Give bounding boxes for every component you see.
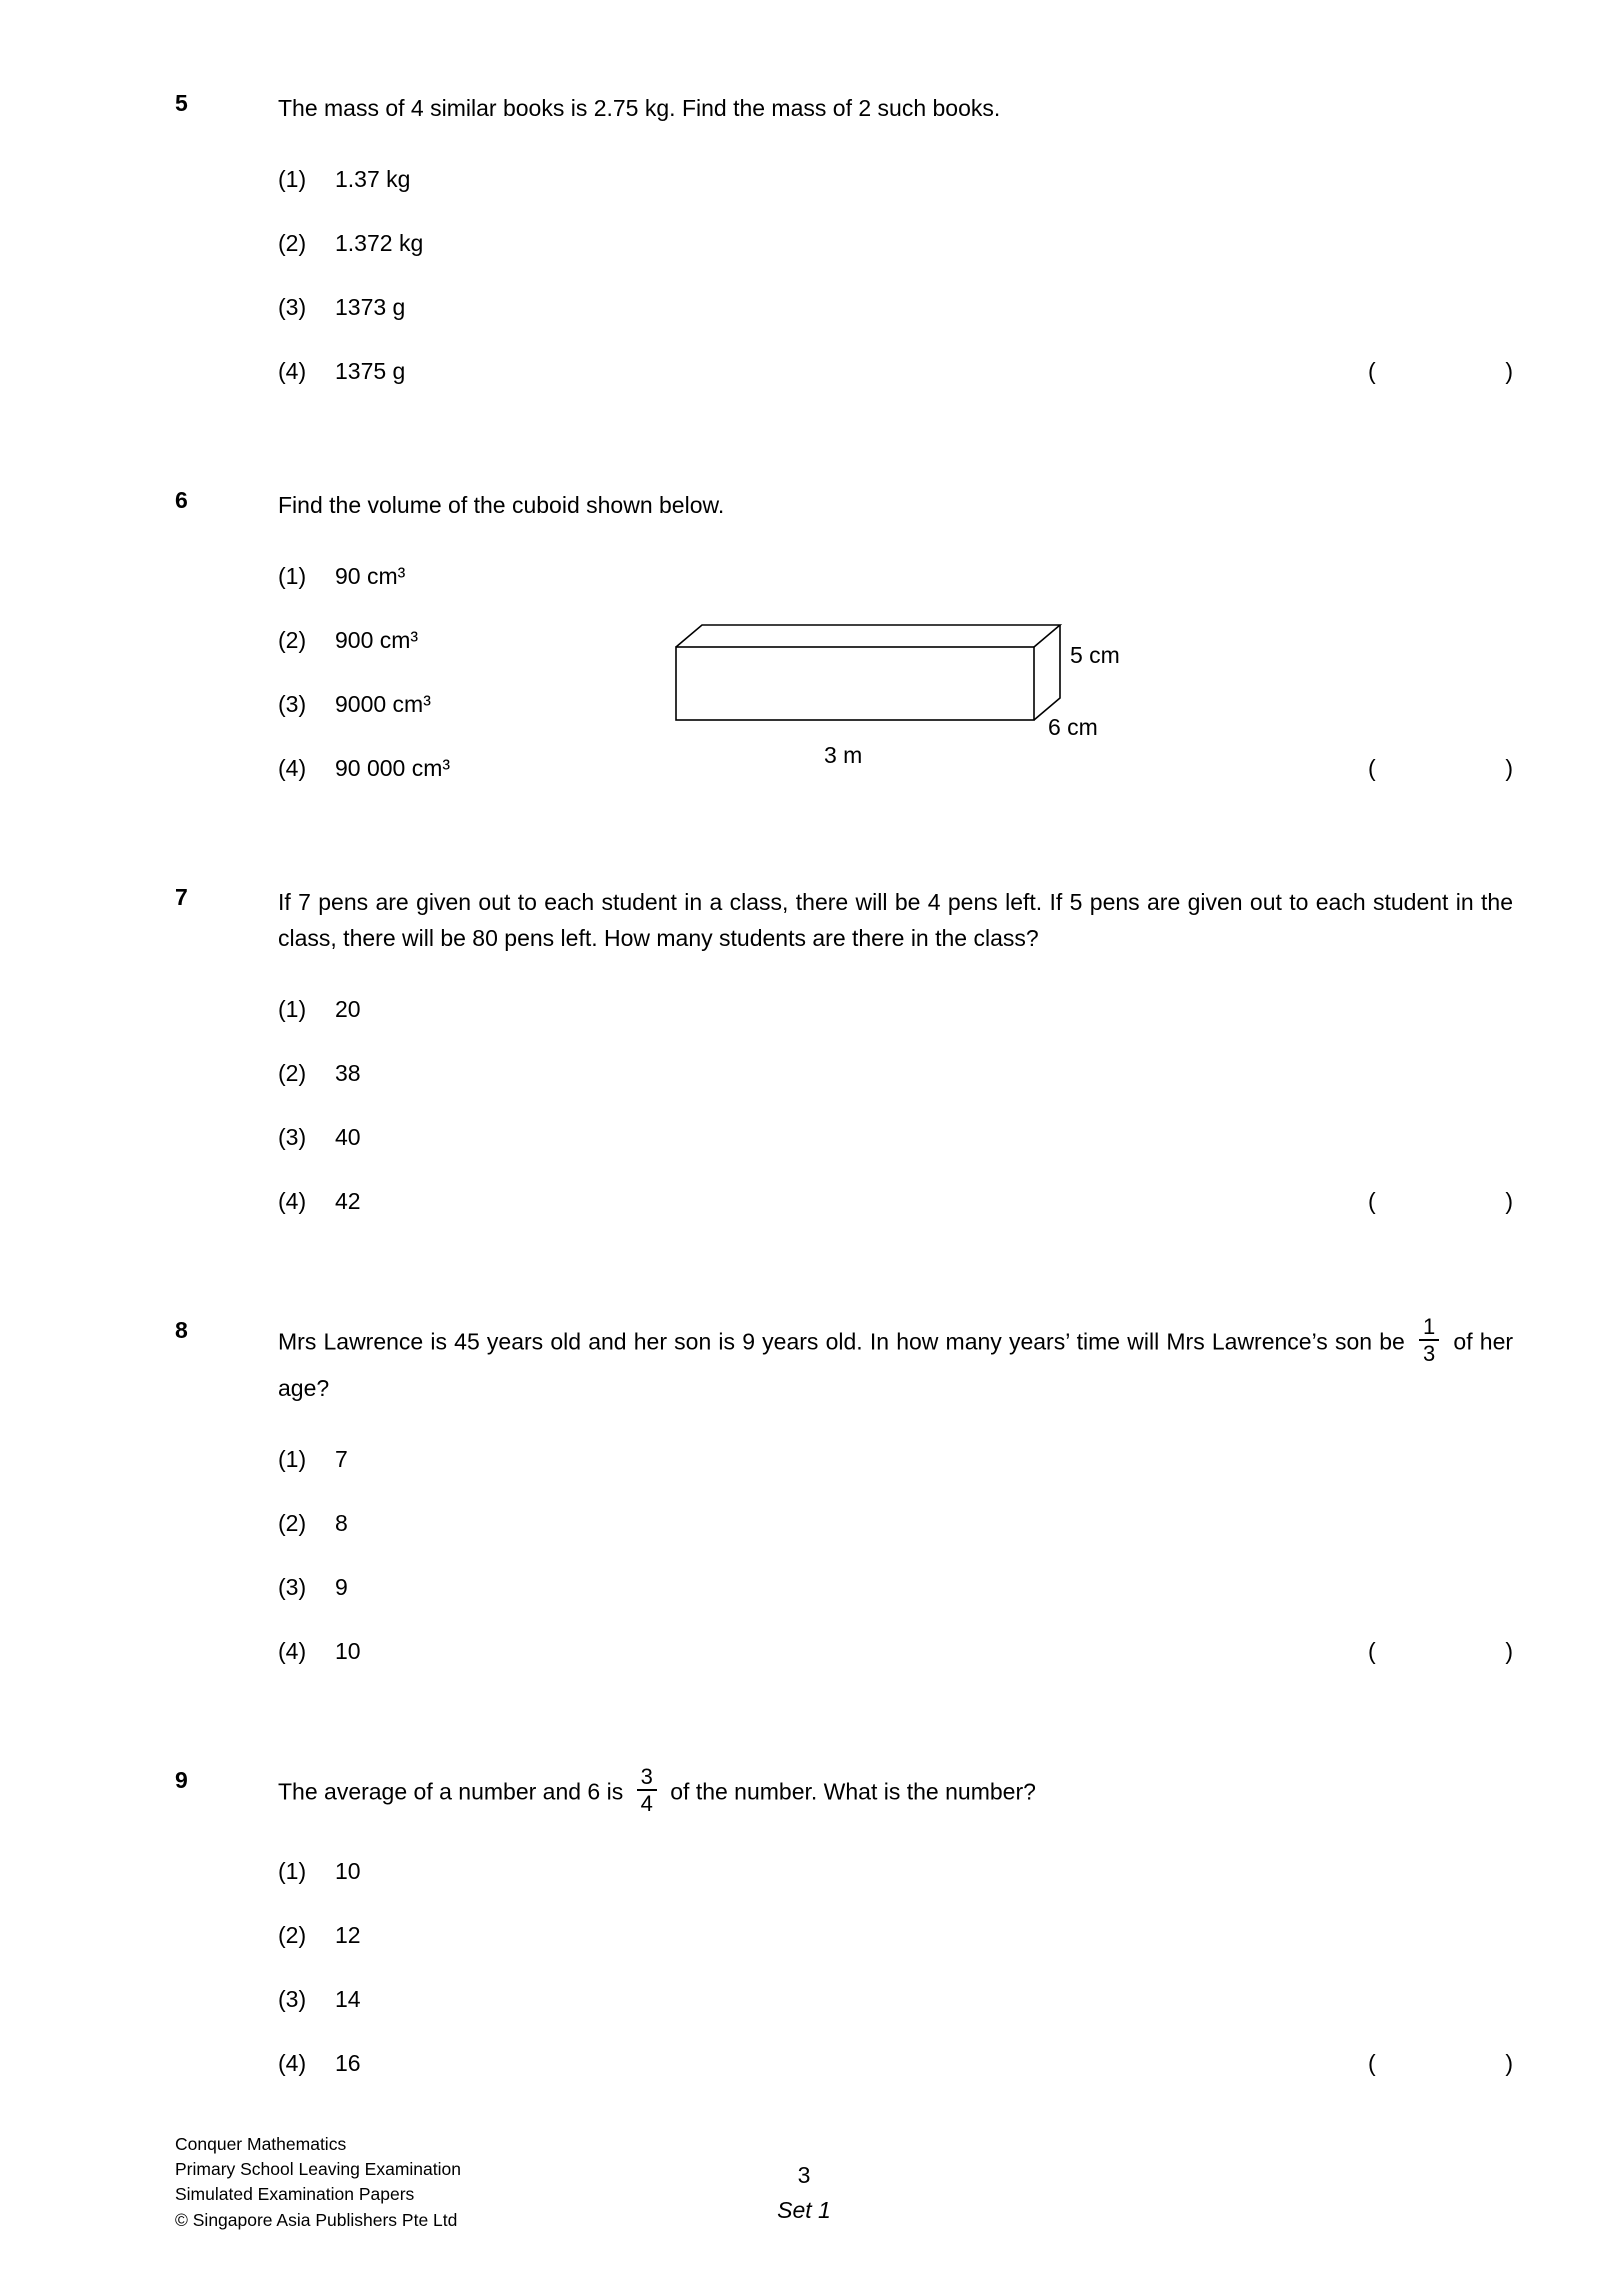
option-marker: (3) (278, 1986, 307, 2013)
footer-line-1: Conquer Mathematics (175, 2133, 347, 2154)
footer-line-3: Simulated Examination Papers (175, 2184, 415, 2205)
bracket-open: ( (1368, 1188, 1376, 1215)
fraction-numerator: 1 (1419, 1314, 1439, 1341)
options-list (278, 993, 1513, 1217)
question-text-part: of the number. What is the number? (670, 1777, 1036, 1804)
option-marker: (1) (278, 562, 307, 589)
option-text: 8 (335, 1509, 348, 1536)
page-number: 3 (797, 2161, 811, 2188)
option-4 (278, 2047, 1513, 2079)
footer-line-2: Primary School Leaving Examination (175, 2158, 461, 2179)
bracket-close: ) (1505, 2050, 1513, 2077)
options-list (278, 1855, 1513, 2079)
question-5 (0, 90, 1608, 387)
footer-line-4: © Singapore Asia Publishers Pte Ltd (175, 2209, 458, 2230)
option-marker: (2) (278, 1060, 307, 1087)
option-text: 7 (335, 1445, 348, 1472)
answer-bracket (1368, 355, 1513, 387)
options-list (278, 1443, 1513, 1667)
fraction-three-quarters (637, 1764, 657, 1817)
question-text-part: The average of a number and 6 is (278, 1777, 624, 1804)
option-marker: (2) (278, 1509, 307, 1536)
option-1 (278, 993, 1513, 1025)
bracket-open: ( (1368, 754, 1376, 781)
question-9 (0, 1763, 1608, 2080)
cuboid-diagram (666, 615, 1166, 780)
option-text: 1.37 kg (335, 165, 411, 192)
fraction-denominator: 3 (1422, 1341, 1436, 1367)
question-text: If 7 pens are given out to each student in a class, there will be 4 pens left. If 5 pens are given out to each student in the class, there will be 80 pens left. How many students are there in the class? (278, 888, 1513, 952)
option-text: 1375 g (335, 357, 406, 384)
option-3 (278, 291, 1513, 323)
option-text: 900 cm³ (335, 626, 419, 653)
option-text: 20 (335, 996, 361, 1023)
cuboid-front-face (676, 647, 1034, 720)
option-3 (278, 1121, 1513, 1153)
bracket-open: ( (1368, 357, 1376, 384)
answer-bracket (1368, 1185, 1513, 1217)
option-marker: (1) (278, 165, 307, 192)
option-2 (278, 1507, 1513, 1539)
option-text: 12 (335, 1922, 361, 1949)
option-4 (278, 355, 1513, 387)
bracket-open: ( (1368, 1637, 1376, 1664)
question-number: 9 (175, 1766, 188, 1793)
cuboid-top-face (676, 625, 1060, 647)
length-label: 3 m (824, 741, 863, 768)
option-text: 10 (335, 1637, 361, 1664)
option-3 (278, 1571, 1513, 1603)
option-marker: (3) (278, 1573, 307, 1600)
question-number: 8 (175, 1317, 188, 1344)
answer-bracket (1368, 1635, 1513, 1667)
option-text: 14 (335, 1986, 361, 2013)
option-marker: (1) (278, 1445, 307, 1472)
question-number: 7 (175, 883, 188, 910)
option-marker: (3) (278, 293, 307, 320)
bracket-open: ( (1368, 2050, 1376, 2077)
page-number-block (0, 2158, 1608, 2229)
option-3 (278, 1983, 1513, 2015)
question-7 (0, 884, 1608, 1218)
option-text: 9 (335, 1573, 348, 1600)
option-marker: (2) (278, 626, 307, 653)
question-text (278, 1763, 1513, 1820)
option-marker: (1) (278, 1858, 307, 1885)
question-number: 6 (175, 486, 188, 513)
option-2 (278, 1057, 1513, 1089)
question-text: Find the volume of the cuboid shown below. (278, 491, 725, 518)
option-marker: (2) (278, 1922, 307, 1949)
question-6 (0, 487, 1608, 784)
set-label: Set 1 (777, 2197, 831, 2224)
option-marker: (4) (278, 1188, 307, 1215)
option-2 (278, 227, 1513, 259)
option-marker: (3) (278, 1124, 307, 1151)
option-text: 90 cm³ (335, 562, 406, 589)
question-text-part: of her age? (278, 1328, 1514, 1401)
option-1 (278, 1855, 1513, 1887)
option-text: 38 (335, 1060, 361, 1087)
options-list (278, 163, 1513, 387)
question-text (278, 1314, 1514, 1406)
option-marker: (4) (278, 2050, 307, 2077)
question-text: The mass of 4 similar books is 2.75 kg. Find the mass of 2 such books. (278, 95, 1001, 121)
option-marker: (4) (278, 754, 307, 781)
option-text: 1.372 kg (335, 229, 424, 256)
depth-label: 6 cm (1048, 713, 1098, 740)
bracket-close: ) (1505, 754, 1513, 781)
height-label: 5 cm (1070, 641, 1120, 668)
question-text-part: Mrs Lawrence is 45 years old and her son is 9 years old. In how many years’ time will Mrs Lawrence’s son be (278, 1328, 1405, 1355)
answer-bracket (1368, 752, 1513, 784)
option-4 (278, 1185, 1513, 1217)
option-marker: (1) (278, 996, 307, 1023)
option-text: 1373 g (335, 293, 406, 320)
option-4 (278, 1635, 1513, 1667)
option-text: 9000 cm³ (335, 690, 431, 717)
option-marker: (4) (278, 357, 307, 384)
option-marker: (4) (278, 1637, 307, 1664)
option-1 (278, 163, 1513, 195)
option-marker: (3) (278, 690, 307, 717)
question-8 (0, 1314, 1608, 1666)
bracket-close: ) (1505, 1188, 1513, 1215)
question-number: 5 (175, 90, 188, 116)
option-text: 42 (335, 1188, 361, 1215)
option-1 (278, 560, 1513, 592)
option-text: 40 (335, 1124, 361, 1151)
option-marker: (2) (278, 229, 307, 256)
fraction-numerator: 3 (637, 1764, 657, 1791)
bracket-close: ) (1505, 1637, 1513, 1664)
fraction-one-third (1419, 1314, 1439, 1367)
bracket-close: ) (1505, 357, 1513, 384)
option-text: 90 000 cm³ (335, 754, 451, 781)
option-text: 16 (335, 2050, 361, 2077)
option-1 (278, 1443, 1513, 1475)
answer-bracket (1368, 2047, 1513, 2079)
option-2 (278, 1919, 1513, 1951)
option-text: 10 (335, 1858, 361, 1885)
fraction-denominator: 4 (640, 1790, 653, 1816)
cuboid-right-face (1034, 625, 1060, 720)
